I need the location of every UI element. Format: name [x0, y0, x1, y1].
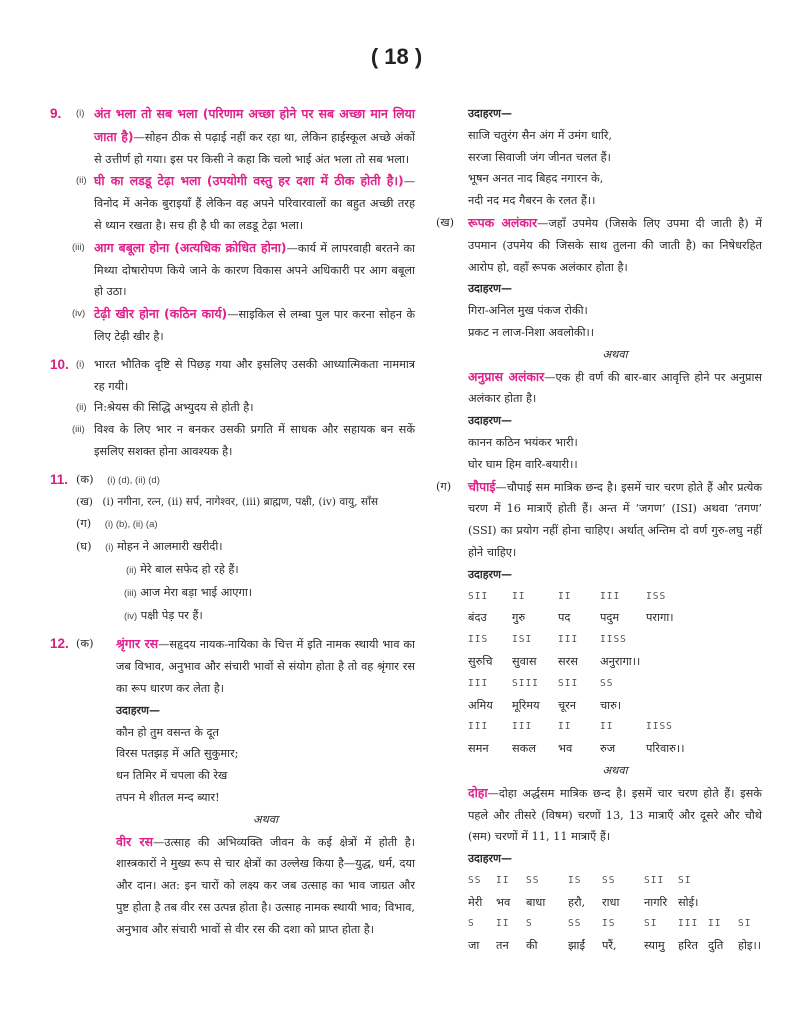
shringar-ras [50, 633, 415, 699]
page-number: ( 18 ) [370, 44, 423, 69]
question-9 [50, 103, 415, 348]
part-label: (ख) [436, 215, 455, 229]
sentence-text: पक्षी पेड़ पर हैं। [140, 608, 203, 622]
poem-line: कौन हो तुम वसन्त के दूत [116, 725, 219, 739]
sentence-text: विश्व के लिए भार न बनकर उसकी प्रगति में साधक और सहायक बन सकें इसलिए सशक्त होना आवश्यक है। [94, 423, 415, 458]
answer-gha [76, 536, 415, 559]
scansion-mark: SIII [512, 677, 539, 689]
scansion-mark: SI [678, 874, 692, 886]
scansion-mark: S [468, 918, 475, 930]
scansion-words-row [468, 651, 762, 673]
scansion-mark: III [600, 590, 621, 602]
scansion-mark: II [558, 721, 572, 733]
alankar-title: रूपक अलंकार [468, 214, 538, 230]
scansion-word: सरस [558, 654, 578, 668]
answer-ka [76, 469, 415, 492]
scansion-words-row [468, 738, 762, 760]
scansion-word: सुवास [512, 654, 537, 668]
part-label: (घ) [76, 540, 92, 554]
scansion-word: भव [558, 742, 573, 756]
scansion-word: गुरु [512, 611, 526, 625]
scansion-mark: SS [526, 874, 540, 886]
scansion-mark: S [526, 918, 533, 930]
scansion-mark: SI [738, 918, 752, 930]
idiom-item [50, 237, 415, 303]
scansion-marks-row [468, 870, 762, 892]
rupak-alankar [436, 212, 762, 278]
scansion-mark [646, 673, 706, 695]
question-10 [50, 354, 415, 463]
scansion-word: दुति [708, 939, 724, 953]
scansion-mark: II [512, 590, 526, 602]
scansion-mark: SS [600, 677, 614, 689]
scansion-word: राधा [602, 895, 620, 909]
poem-line: विरस पतझड़ में अति सुकुमार; [116, 747, 239, 761]
ras-text: —उत्साह की अभिव्यक्ति जीवन के कई क्षेत्रों में होती है। शास्त्रकारों ने मुख्य रूप से चार क्षेत्रों का उल्लेख किया है—युद्ध, धर्म, दया और दान। अत: इन चारों को लक्ष्य कर जब उत्साह का भाव जाग्रत और पुष्ट होता है तब वीर रस उत्पन्न होता है। उत्साह नामक स्थायी भाव; विभाव, अनुभाव और संचारी भावों से वीर रस की दशा को प्राप्त होता है। [116, 835, 415, 936]
scansion-mark: IS [602, 918, 616, 930]
scansion-word: नागरि [644, 895, 668, 909]
example-block [440, 564, 762, 957]
scansion-mark: II [496, 918, 510, 930]
chaupai [436, 476, 762, 564]
scansion-mark: III [512, 721, 533, 733]
scansion-mark [646, 629, 706, 651]
sentence-item [50, 354, 415, 398]
poem-line: भूषन अनत नाद बिहद नगारन के, [468, 172, 604, 186]
question-number: 11. [50, 471, 69, 487]
scansion-marks-row [468, 673, 762, 695]
scansion-mark: IIS [468, 634, 489, 646]
scansion-word: सकल [512, 742, 536, 756]
scansion-marks-row [468, 586, 762, 608]
poem-line: तपन मे शीतल मन्द ब्यार! [116, 790, 220, 804]
poem-line: धन तिमिर में चपला की रेख [116, 769, 228, 783]
item-label: (ii) [126, 564, 137, 576]
scansion-mark: IS [568, 874, 582, 886]
scansion-word [646, 651, 706, 673]
answer-text: (i) (b), (ii) (a) [104, 519, 158, 531]
scansion-word: परैं, [602, 939, 617, 953]
scansion-word: स्यामु [644, 939, 665, 953]
chaupai-scansion [468, 586, 762, 760]
scansion-words-row [468, 607, 762, 629]
question-number: 12. [50, 636, 69, 652]
part-label: (क) [76, 472, 94, 486]
alankar-title: अनुप्रास अलंकार [468, 368, 545, 384]
scansion-word: मूरिमय [512, 698, 540, 712]
poem-line: सरजा सिवाजी जंग जीनत चलत हैं। [468, 150, 611, 164]
question-number: 9. [50, 106, 62, 121]
scansion-mark: ISI [512, 634, 533, 646]
scansion-words-row [468, 892, 762, 914]
example-label: उदाहरण— [468, 414, 513, 428]
answer-gha-item [76, 559, 415, 582]
example-label: उदाहरण— [468, 852, 513, 866]
scansion-mark: SS [568, 918, 582, 930]
idiom-title: आग बबूला होना (अत्यधिक क्रोधित होना) [94, 239, 287, 255]
answer-text: (i) नगीना, रत्न, (ii) सर्प, नागेश्वर, (iii) ब्राह्मण, पक्षी, (iv) वायु, साँस [102, 495, 378, 508]
sentence-item [50, 419, 415, 463]
scansion-mark: IISS [646, 721, 673, 733]
alankar-text: —जहाँ उपमेय (जिसके लिए उपमा दी जाती है) में उपमान (उपमेय की जिसके साथ तुलना की जाती है) का निषेधरहित आरोप हो, वहाँ रूपक अलंकार होता है। [468, 216, 762, 274]
or-divider: अथवा [602, 347, 628, 361]
item-label: (iii) [72, 241, 85, 253]
idiom-title: अंत भला तो सब भला (परिणाम अच्छा होने पर सब अच्छा मान लिया जाता है) [94, 106, 415, 144]
scansion-mark: SS [468, 874, 482, 886]
idiom-text: —सोहन ठीक से पढ़ाई नहीं कर रहा था, लेकिन हाईस्कूल अच्छे अंकों से उत्तीर्ण हो गया। इस पर किसी ने कहा कि चलो भाई अंत भला तो सब भला। [94, 130, 415, 166]
scansion-words-row [468, 935, 762, 957]
poem-line: प्रकट न लाज-निशा अवलोकी।। [468, 325, 595, 339]
scansion-word: भव [496, 895, 511, 909]
scansion-mark: III [558, 634, 579, 646]
right-column [436, 103, 763, 957]
part-label: (ग) [436, 479, 452, 493]
or-divider: अथवा [252, 812, 279, 826]
ras-text: —सहृदय नायक-नायिका के चित्त में इति नामक स्थायी भाव का जब विभाव, अनुभाव और संचारी भावों से संयोग होता है तो वह श्रृंगार रस का रूप धारण कर लेता है। [116, 638, 415, 695]
scansion-word: तन [496, 939, 509, 953]
item-label: (iii) [124, 587, 137, 599]
chhand-title: चौपाई [468, 478, 496, 494]
question-number: 10. [50, 356, 69, 372]
veer-example [440, 103, 762, 212]
example-label: उदाहरण— [468, 107, 513, 120]
anupras-alankar [468, 366, 762, 411]
question-11 [50, 469, 415, 628]
left-column [50, 103, 415, 940]
scansion-mark: SII [468, 590, 489, 602]
answer-text: (i) (d), (ii) (d) [107, 474, 160, 486]
scansion-mark: III [468, 677, 489, 689]
scansion-word: सोई। [678, 895, 699, 909]
idiom-title: टेढ़ी खीर होना (कठिन कार्य) [94, 306, 228, 322]
scansion-word: चूरन [558, 698, 577, 712]
chhand-title: दोहा [468, 784, 488, 800]
scansion-mark: III [678, 918, 699, 930]
scansion-word: हरौ, [568, 895, 586, 909]
scansion-word: जा [468, 939, 480, 953]
answer-ga [76, 513, 415, 536]
scansion-word: होइ।। [738, 939, 762, 953]
sentence-text: मोहन ने आलमारी खरीदी। [117, 540, 223, 554]
scansion-word: अनुरागा।। [600, 654, 641, 668]
veer-ras [116, 831, 415, 941]
sentence-item [50, 397, 415, 419]
scansion-mark: II [708, 918, 722, 930]
scansion-mark: SII [558, 677, 579, 689]
poem-line: घोर घाम हिम वारि-बयारी।। [468, 457, 578, 471]
item-label: (ii) [76, 175, 87, 187]
item-label: (ii) [76, 402, 87, 414]
sentence-text: भारत भौतिक दृष्टि से पिछड़ गया और इसलिए उसकी आध्यात्मिकता नाममात्र रह गयी। [94, 357, 415, 393]
idiom-item [50, 303, 415, 348]
part-label: (ग) [76, 517, 92, 531]
question-12 [50, 633, 415, 940]
scansion-word: चारु। [600, 698, 622, 712]
example-label: उदाहरण— [116, 703, 161, 717]
item-label: (iv) [72, 308, 86, 320]
scansion-word: बंदउ [468, 611, 487, 625]
poem-line: गिरा-अनिल मुख पंकज रोकी। [468, 304, 588, 318]
idiom-text: —विनोद में अनेक बुराइयाँ हैं लेकिन वह अपने परिवारवालों का बहुत अच्छी तरह से ध्यान रखता है। सच ही है घी का लडडू टेढ़ा भला। [94, 175, 415, 232]
scansion-marks-row [468, 913, 762, 935]
scansion-word: बाधा [526, 895, 546, 909]
scansion-marks-row [468, 629, 762, 651]
scansion-word: पदुम [600, 611, 620, 625]
item-label: (i) [105, 542, 114, 554]
chhand-text: —चौपाई सम मात्रिक छन्द है। इसमें चार चरण होते हैं और प्रत्येक चरण में 16 मात्राएँ होती हैं। अन्त में ‘जगण’ (ISI) अथवा ‘तगण’ (SSI) का प्रयोग नहीं होना चाहिए। अर्थात् अन्तिम दो वर्ण गुरु-लघु नहीं होने चाहिए। [468, 480, 762, 559]
scansion-word: मेरी [468, 895, 483, 909]
scansion-word: हरित [678, 939, 698, 953]
example-block [440, 278, 762, 475]
scansion-word: रुज [600, 742, 616, 756]
ras-title: वीर रस [116, 833, 153, 849]
scansion-word: परागा। [646, 611, 674, 625]
part-label: (ख) [76, 495, 93, 508]
item-label: (i) [76, 108, 85, 119]
ras-title: श्रृंगार रस [116, 636, 159, 652]
scansion-word: समन [468, 742, 489, 756]
doha [468, 782, 762, 848]
idiom-text: —साइकिल से लम्बा पुल पार करना सोहन के लिए टेढ़ी खीर है। [94, 308, 416, 343]
example-label: उदाहरण— [468, 567, 513, 581]
scansion-mark: SS [602, 874, 616, 886]
chhand-text: —दोहा अर्द्धसम मात्रिक छन्द है। इसमें चार चरण होते हैं। इसके पहले और तीसरे (विषम) चरणों 13, 13 मात्राएँ और दूसरे और चौथे (सम) चरणों में 11, 11 मात्राएँ हैं। [468, 786, 762, 844]
scansion-mark: II [496, 874, 510, 886]
poem-line: साजि चतुरंग सैन अंग में उमंग धारि, [468, 128, 612, 142]
scansion-word: अमिय [468, 698, 493, 712]
example-block [50, 700, 415, 941]
scansion-words-row [468, 695, 762, 717]
scansion-mark: II [600, 721, 614, 733]
answer-kha [76, 492, 415, 514]
scansion-marks-row [468, 716, 762, 738]
poem-line: कानन कठिन भयंकर भारी। [468, 435, 578, 449]
scansion-word: सुरुचि [468, 654, 493, 668]
doha-scansion [468, 870, 762, 957]
sentence-text: मेरे बाल सफेद हो रहे हैं। [140, 562, 239, 576]
scansion-word: परिवारु।। [646, 742, 685, 756]
item-label: (i) [76, 358, 85, 370]
idiom-item [50, 103, 415, 170]
example-label: उदाहरण— [468, 282, 513, 296]
alankar-text: —एक ही वर्ण की बार-बार आवृत्ति होने पर अनुप्रास अलंकार होता है। [468, 370, 763, 406]
scansion-mark: IISS [600, 634, 627, 646]
scansion-word: झाईं [568, 939, 586, 953]
scansion-mark: SI [644, 918, 658, 930]
answer-gha-item [76, 605, 415, 628]
part-label: (क) [76, 637, 94, 651]
poem-line: नदी नद मद गैबरन के रलत हैं।। [468, 194, 596, 208]
item-label: (iv) [124, 610, 138, 622]
scansion-word [646, 695, 706, 717]
item-label: (iii) [72, 424, 85, 436]
scansion-word: पद [558, 611, 571, 625]
scansion-mark: ISS [646, 590, 667, 602]
sentence-text: नि:श्रेयस की सिद्धि अभ्युदय से होती है। [94, 401, 254, 415]
idiom-title: घी का लडडू टेढ़ा भला (उपयोगी वस्तु हर दशा में ठीक होती है।) [94, 173, 404, 189]
or-divider: अथवा [602, 763, 628, 777]
idiom-item [50, 170, 415, 236]
scansion-mark: II [558, 590, 572, 602]
scansion-mark: SII [644, 874, 665, 886]
scansion-mark: III [468, 721, 489, 733]
scansion-word: की [526, 939, 538, 953]
answer-gha-item [76, 582, 415, 605]
sentence-text: आज मेरा बड़ा भाई आएगा। [140, 585, 253, 599]
idiom-text: —कार्य में लापरवाही बरतने का मिथ्या दोषारोपण किये जाने के कारण विकास अपने अधिकारी पर आग बबूला हो उठा। [94, 241, 415, 299]
